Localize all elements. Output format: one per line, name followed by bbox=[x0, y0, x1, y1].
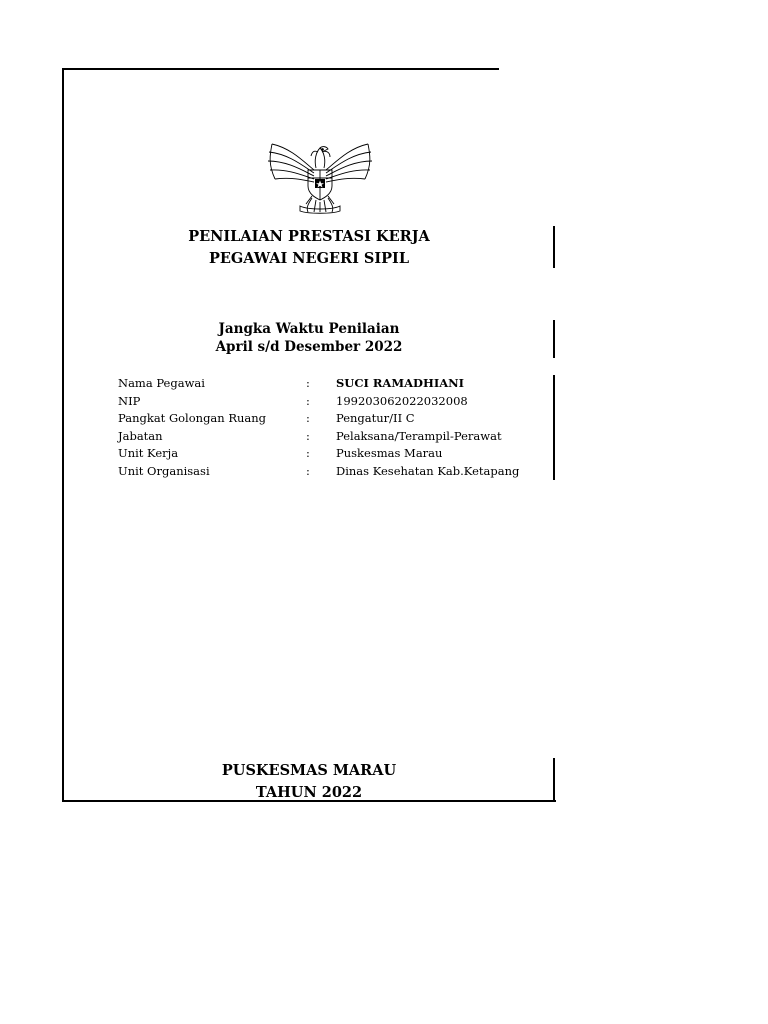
info-value: Pengatur/II C bbox=[336, 411, 415, 425]
info-colon: : bbox=[306, 393, 310, 408]
info-colon: : bbox=[306, 446, 310, 460]
info-value: SUCI RAMADHIANI bbox=[336, 376, 465, 390]
info-colon: : bbox=[306, 463, 310, 478]
info-colon: : bbox=[306, 428, 310, 443]
info-colon: : bbox=[306, 376, 310, 390]
period-value: April s/d Desember 2022 bbox=[215, 339, 403, 355]
border-top bbox=[62, 68, 499, 70]
document-title-line-2: PEGAWAI NEGERI SIPIL bbox=[208, 250, 410, 267]
info-value: Dinas Kesehatan Kab.Ketapang bbox=[336, 463, 520, 478]
info-value: 199203062022032008 bbox=[336, 393, 468, 408]
document-title-line-1: PENILAIAN PRESTASI KERJA bbox=[188, 228, 430, 245]
info-colon: : bbox=[306, 411, 310, 425]
footer-institution: PUSKESMAS MARAU bbox=[221, 762, 397, 779]
info-label: Unit Organisasi bbox=[118, 463, 210, 478]
info-label: Nama Pegawai bbox=[118, 376, 205, 390]
info-value: Puskesmas Marau bbox=[336, 446, 443, 460]
info-label: Pangkat Golongan Ruang bbox=[118, 411, 267, 425]
garuda-emblem-icon bbox=[262, 140, 378, 214]
border-left bbox=[62, 68, 64, 802]
footer-year: TAHUN 2022 bbox=[255, 784, 363, 801]
info-label: Jabatan bbox=[118, 428, 163, 443]
info-value: Pelaksana/Terampil-Perawat bbox=[336, 428, 502, 443]
border-right-segment bbox=[553, 375, 555, 480]
info-label: NIP bbox=[118, 393, 141, 408]
period-label: Jangka Waktu Penilaian bbox=[218, 321, 400, 337]
info-label: Unit Kerja bbox=[118, 446, 179, 460]
